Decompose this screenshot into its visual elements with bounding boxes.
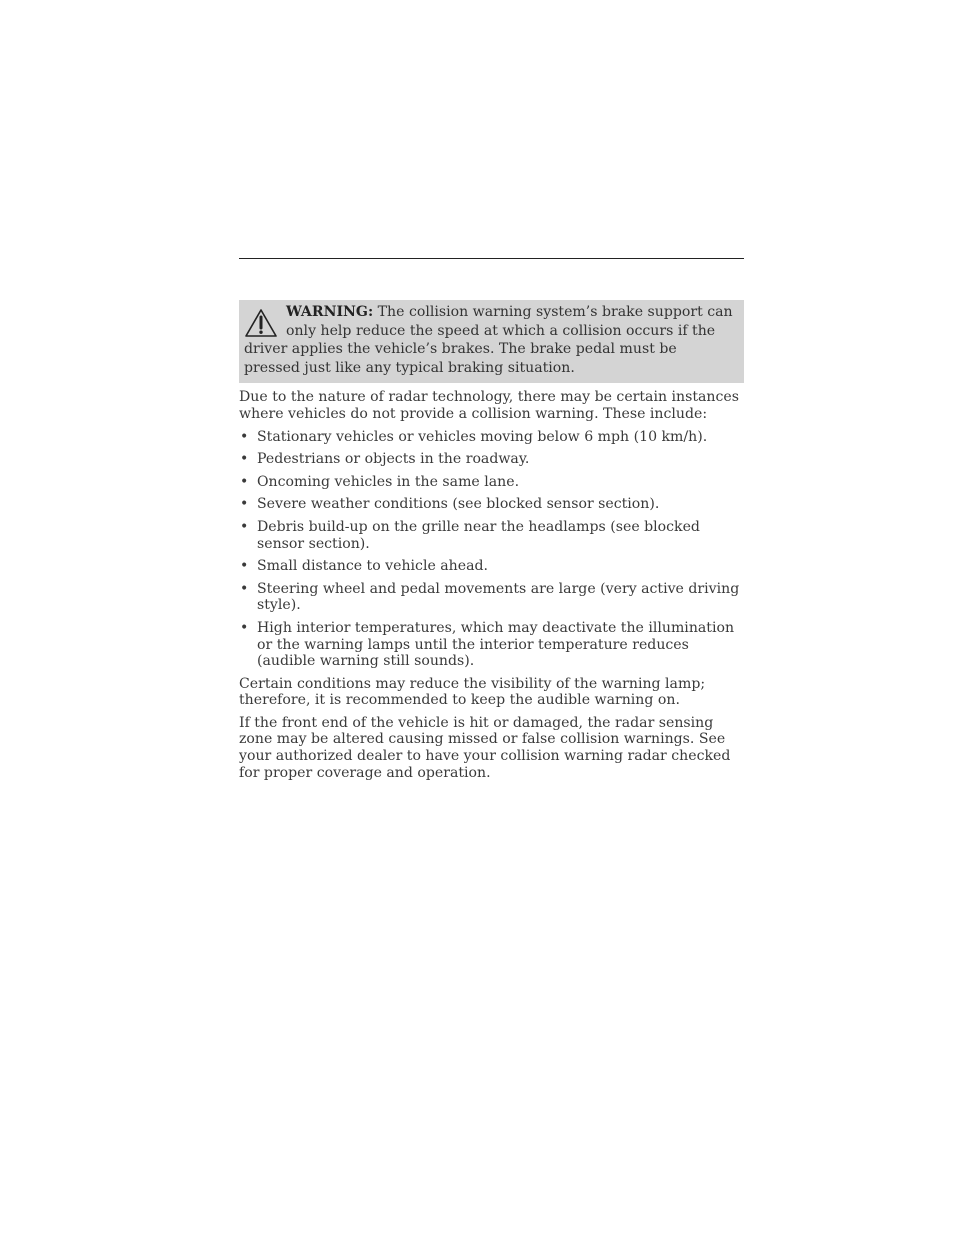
visibility-paragraph: Certain conditions may reduce the visibility of the warning lamp; therefore, it is recommended to keep the audible warning on. [239,675,706,709]
list-item [239,474,744,491]
list-item-text: High interior temperatures, which may deactivate the illumination or the warning lamps until the interior temperature reduces (audible warning still sounds). [257,619,735,670]
bullet: • [240,558,249,575]
bullet: • [240,580,249,597]
warning-triangle-icon [244,308,278,338]
list-item-text: Steering wheel and pedal movements are large (very active driving style). [257,580,740,614]
bullet: • [240,619,249,636]
damage-paragraph: If the front end of the vehicle is hit or damaged, the radar sensing zone may be altered causing missed or false collision warnings. See your authorized dealer to have your collision warning radar checked for proper coverage and operation. [239,714,731,781]
warning-message: The collision warning system’s brake support can only help reduce the speed at which a collision occurs if the driver applies the vehicle’s brakes. The brake pedal must be pressed just like any typical braking situation. [244,304,733,376]
intro-paragraph: Due to the nature of radar technology, there may be certain instances where vehicles do not provide a collision warning. These include: [239,389,739,422]
list-item-text: Small distance to vehicle ahead. [257,558,488,575]
page-content [239,300,744,787]
warning-text [244,303,734,377]
bullet: • [240,518,249,535]
list-item-text: Oncoming vehicles in the same lane. [257,473,520,490]
list-item [239,620,744,670]
warning-label: WARNING: [286,304,374,320]
list-item-text: Stationary vehicles or vehicles moving below 6 mph (10 km/h). [257,428,708,445]
warning-box [239,300,744,383]
header-rule [239,258,744,259]
limitations-list [239,429,744,670]
list-item-text: Debris build-up on the grille near the headlamps (see blocked sensor section). [257,518,700,552]
list-item [239,451,744,468]
list-item [239,496,744,513]
list-item [239,558,744,575]
list-item [239,581,744,614]
list-item [239,519,744,552]
bullet: • [240,473,249,490]
bullet: • [240,496,249,513]
bullet: • [240,451,249,468]
list-item-text: Severe weather conditions (see blocked sensor section). [257,496,660,513]
bullet: • [240,428,249,445]
list-item [239,429,744,446]
list-item-text: Pedestrians or objects in the roadway. [257,451,530,468]
